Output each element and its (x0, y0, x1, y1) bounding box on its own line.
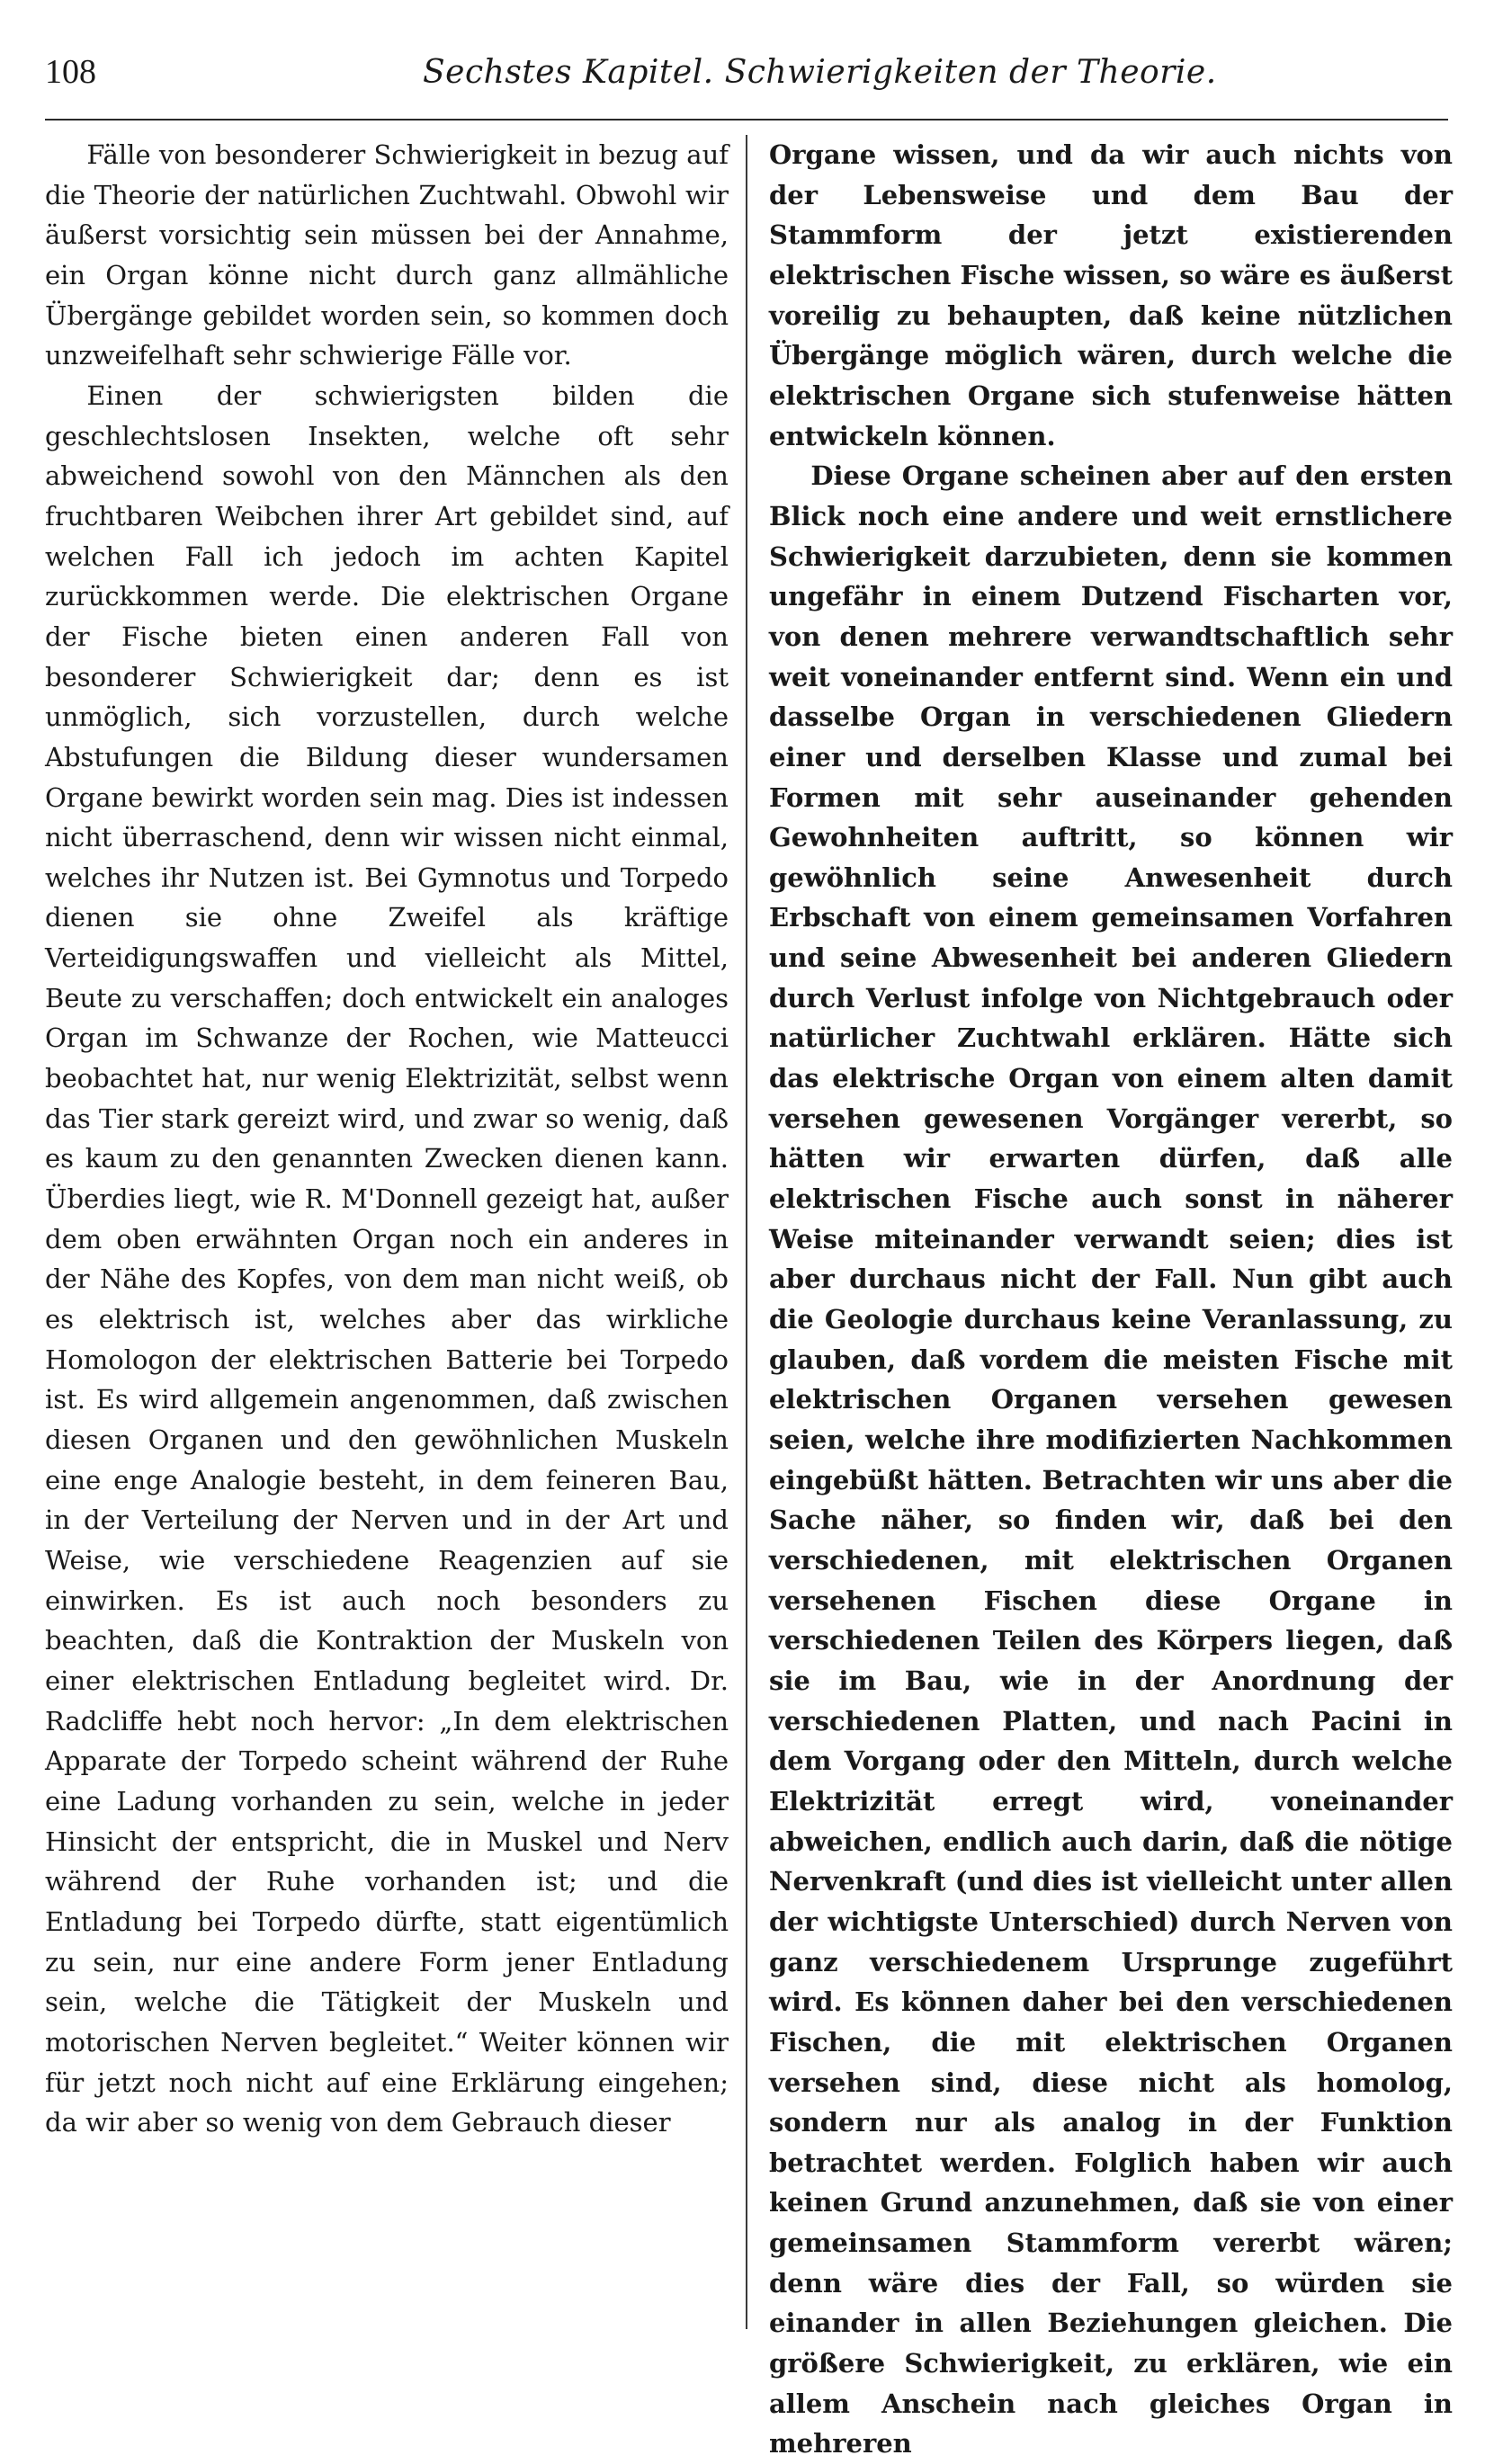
page-number: 108 (45, 53, 96, 91)
column-divider (746, 135, 747, 2329)
right-column (769, 135, 1453, 2460)
left-column (45, 135, 729, 2329)
paragraph-continuation: Organe wissen, und da wir auch nichts von der Lebensweise und dem Bau der Stammform der jetzt existierenden elektrischen Fische wissen, so wäre es äußerst voreilig zu behaupten, daß keine nützlichen Übergänge möglich wären, durch welche die elektrischen Organe sich stufenweise hätten entwickeln können. (769, 139, 1453, 451)
paragraph: Fälle von besonderer Schwierigkeit in bezug auf die Theorie der natürlichen Zuchtwahl. Obwohl wir äußerst vorsichtig sein müssen bei der Annahme, ein Organ könne nicht durch ganz allmähliche Übergänge gebildet worden sein, so kommen doch unzweifelhaft sehr schwierige Fälle vor. (45, 139, 729, 371)
paragraph: Einen der schwierigsten bilden die geschlechtslosen Insekten, welche oft sehr abweichend sowohl von den Männchen als den fruchtbaren Weibchen ihrer Art gebildet sind, auf welchen Fall ich jedoch im achten Kapitel zurückkommen werde. Die elektrischen Organe der Fische bieten einen anderen Fall von besonderer Schwierigkeit dar; denn es ist unmöglich, sich vorzustellen, durch welche Abstufungen die Bildung dieser wundersamen Organe bewirkt worden sein mag. Dies ist indessen nicht überraschend, denn wir wissen nicht einmal, welches ihr Nutzen ist. Bei Gymnotus und Torpedo dienen sie ohne Zweifel als kräftige Verteidigungswaffen und vielleicht als Mittel, Beute zu verschaffen; doch entwickelt ein analoges Organ im Schwanze der Rochen, wie Matteucci beobachtet hat, nur wenig Elektrizität, selbst wenn das Tier stark gereizt wird, und zwar so wenig, daß es kaum zu den genannten Zwecken dienen kann. Überdies liegt, wie R. M'Donnell gezeigt hat, außer dem oben erwähnten Organ noch ein anderes in der Nähe des Kopfes, von dem man nicht weiß, ob es elektrisch ist, welches aber das wirkliche Homologon der elektrischen Batterie bei Torpedo ist. Es wird allgemein angenommen, daß zwischen diesen Organen und den gewöhnlichen Muskeln eine enge Analogie besteht, in dem feineren Bau, in der Verteilung der Nerven und in der Art und Weise, wie verschiedene Reagenzien auf sie einwirken. Es ist auch noch besonders zu beachten, daß die Kontraktion der Muskeln von einer elektrischen Entladung begleitet wird. Dr. Radcliffe hebt noch hervor: „In dem elektrischen Apparate der Torpedo scheint während der Ruhe eine Ladung vorhanden zu sein, welche in jeder Hinsicht der entspricht, die in Muskel und Nerv während der Ruhe vorhanden ist; und die Entladung bei Torpedo dürfte, statt eigentümlich zu sein, nur eine andere Form jener Entladung sein, welche die Tätigkeit der Muskeln und motorischen Nerven begleitet.“ Weiter können wir für jetzt noch nicht auf eine Erklärung eingehen; da wir aber so wenig von dem Gebrauch dieser (45, 379, 729, 2138)
paragraph: Diese Organe scheinen aber auf den ersten Blick noch eine andere und weit ernstlichere Schwierigkeit darzubieten, denn sie kommen ungefähr in einem Dutzend Fischarten vor, von denen mehrere verwandtschaftlich sehr weit voneinander entfernt sind. Wenn ein und dasselbe Organ in verschiedenen Gliedern einer und derselben Klasse und zumal bei Formen mit sehr auseinander gehenden Gewohnheiten auftritt, so können wir gewöhnlich seine Anwesenheit durch Erbschaft von einem gemeinsamen Vorfahren und seine Abwesenheit bei anderen Gliedern durch Verlust infolge von Nichtgebrauch oder natürlicher Zuchtwahl erklären. Hätte sich das elektrische Organ von einem alten damit versehen gewesenen Vorgänger vererbt, so hätten wir erwarten dürfen, daß alle elektrischen Fische auch sonst in näherer Weise miteinander verwandt seien; dies ist aber durchaus nicht der Fall. Nun gibt auch die Geologie durchaus keine Veranlassung, zu glauben, daß vordem die meisten Fische mit elektrischen Organen versehen gewesen seien, welche ihre modifizierten Nachkommen eingebüßt hätten. Betrachten wir uns aber die Sache näher, so finden wir, daß bei den verschiedenen, mit elektrischen Organen versehenen Fischen diese Organe in verschiedenen Teilen des Körpers liegen, daß sie im Bau, wie in der Anordnung der verschiedenen Platten, und nach Pacini in dem Vorgang oder den Mitteln, durch welche Elektrizität erregt wird, voneinander abweichen, endlich auch darin, daß die nötige Nervenkraft (und dies ist vielleicht unter allen der wichtigste Unterschied) durch Nerven von ganz verschiedenem Ursprunge zugeführt wird. Es können daher bei den verschiedenen Fischen, die mit elektrischen Organen versehen sind, diese nicht als homolog, sondern nur als analog in der Funktion betrachtet werden. Folglich haben wir auch keinen Grund anzunehmen, daß sie von einer gemeinsamen Stammform vererbt wären; denn wäre dies der Fall, so würden sie einander in allen Beziehungen gleichen. Die größere Schwierigkeit, zu erklären, wie ein allem Anschein nach gleiches Organ in mehreren (769, 460, 1453, 2460)
page-header (45, 45, 1448, 108)
header-rule (45, 119, 1448, 121)
running-head: Sechstes Kapitel. Schwierigkeiten der Theorie. (423, 54, 1217, 91)
